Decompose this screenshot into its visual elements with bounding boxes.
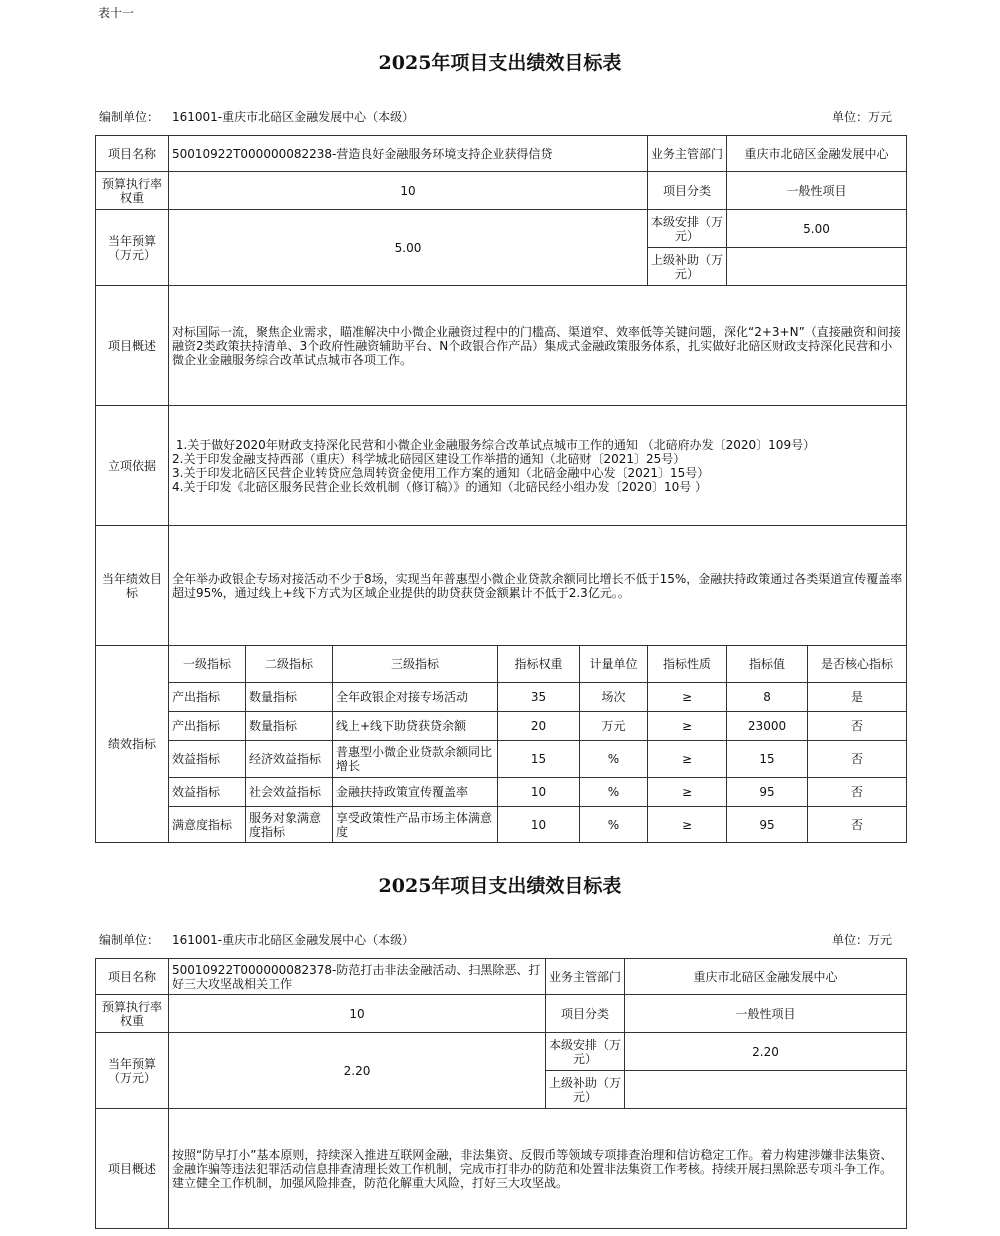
row-l2: 数量指标 bbox=[246, 683, 333, 712]
row-l1: 满意度指标 bbox=[169, 807, 246, 843]
row-l3: 线上+线下助贷获贷余额 bbox=[333, 712, 498, 741]
category-value: 一般性项目 bbox=[625, 995, 907, 1033]
dept-label: 业务主管部门 bbox=[546, 959, 625, 995]
budget-value: 5.00 bbox=[169, 210, 648, 286]
row-value: 95 bbox=[727, 778, 808, 807]
category-label: 项目分类 bbox=[648, 172, 727, 210]
header-l3: 三级指标 bbox=[333, 646, 498, 683]
upper-value bbox=[727, 248, 907, 286]
row-value: 95 bbox=[727, 807, 808, 843]
row-l1: 效益指标 bbox=[169, 778, 246, 807]
basis-list bbox=[169, 406, 907, 526]
basis-item: 3.关于印发北碚区民营企业转贷应急周转资金使用工作方案的通知（北碚金融中心发〔2021〕15号） bbox=[172, 465, 710, 480]
row-l3: 享受政策性产品市场主体满意度 bbox=[333, 807, 498, 843]
budget-label: 当年预算（万元） bbox=[96, 1033, 169, 1109]
row-unit: % bbox=[580, 741, 648, 778]
row-nature: ≥ bbox=[648, 712, 727, 741]
header-value: 指标值 bbox=[727, 646, 808, 683]
header-core: 是否核心指标 bbox=[808, 646, 907, 683]
goal-label: 当年绩效目标 bbox=[96, 526, 169, 646]
basis-item: 4.关于印发《北碚区服务民营企业长效机制（修订稿）》的通知（北碚民经小组办发〔2020〕10号 ） bbox=[172, 479, 708, 494]
upper-value bbox=[625, 1071, 907, 1109]
row-weight: 35 bbox=[498, 683, 580, 712]
overview-label: 项目概述 bbox=[96, 286, 169, 406]
budget-label: 当年预算（万元） bbox=[96, 210, 169, 286]
table1-money-unit: 单位：万元 bbox=[832, 110, 893, 124]
row-l3: 普惠型小微企业贷款余额同比增长 bbox=[333, 741, 498, 778]
weight-value: 10 bbox=[169, 995, 546, 1033]
overview-text: 对标国际一流，聚焦企业需求，瞄准解决中小微企业融资过程中的门槛高、渠道窄、效率低等关键问题，深化“2+3+N”（直接融资和间接融资2类政策扶持清单、3个政府性融资辅助平台、N个政银合作产品）集成式金融政策服务体系，扎实做好北碚区财政支持深化民营和小微企业金融服务综合改革试点城市各项工作。 bbox=[169, 286, 907, 406]
header-weight: 指标权重 bbox=[498, 646, 580, 683]
row-l1: 产出指标 bbox=[169, 683, 246, 712]
table1-unit-label: 编制单位： bbox=[99, 110, 160, 124]
row-nature: ≥ bbox=[648, 683, 727, 712]
upper-label: 上级补助（万元） bbox=[546, 1071, 625, 1109]
row-l3: 金融扶持政策宣传覆盖率 bbox=[333, 778, 498, 807]
row-unit: 场次 bbox=[580, 683, 648, 712]
row-weight: 15 bbox=[498, 741, 580, 778]
row-unit: 万元 bbox=[580, 712, 648, 741]
row-core: 否 bbox=[808, 712, 907, 741]
row-l2: 数量指标 bbox=[246, 712, 333, 741]
weight-label: 预算执行率权重 bbox=[96, 172, 169, 210]
project-name-value: 50010922T000000082378-防范打击非法金融活动、扫黑除恶、打好三大攻坚战相关工作 bbox=[169, 959, 546, 995]
overview-text: 按照“防早打小”基本原则，持续深入推进互联网金融，非法集资、反假币等领域专项排查治理和信访稳定工作。着力构建涉嫌非法集资、金融诈骗等违法犯罪活动信息排查清理长效工作机制，完成市打非办的防范和处置非法集资工作考核。持续开展扫黑除恶专项斗争工作。建立健全工作机制，加强风险排查，防范化解重大风险，打好三大攻坚战。 bbox=[169, 1109, 907, 1229]
row-l1: 产出指标 bbox=[169, 712, 246, 741]
row-value: 8 bbox=[727, 683, 808, 712]
goal-text: 全年举办政银企专场对接活动不少于8场，实现当年普惠型小微企业贷款余额同比增长不低于15%，金融扶持政策通过各类渠道宣传覆盖率超过95%，通过线上+线下方式为区域企业提供的助贷获贷金额累计不低于2.3亿元。。 bbox=[169, 526, 907, 646]
table-row bbox=[96, 807, 907, 843]
table1 bbox=[95, 135, 907, 843]
header-nature: 指标性质 bbox=[648, 646, 727, 683]
row-l2: 服务对象满意度指标 bbox=[246, 807, 333, 843]
table-row bbox=[96, 712, 907, 741]
table-tag: 表十一 bbox=[98, 6, 135, 20]
table-row bbox=[96, 778, 907, 807]
row-l2: 社会效益指标 bbox=[246, 778, 333, 807]
row-weight: 10 bbox=[498, 778, 580, 807]
basis-label: 立项依据 bbox=[96, 406, 169, 526]
indicator-label: 绩效指标 bbox=[96, 646, 169, 843]
project-name-label: 项目名称 bbox=[96, 136, 169, 172]
local-value: 2.20 bbox=[625, 1033, 907, 1071]
upper-label: 上级补助（万元） bbox=[648, 248, 727, 286]
dept-value: 重庆市北碚区金融发展中心 bbox=[625, 959, 907, 995]
row-l1: 效益指标 bbox=[169, 741, 246, 778]
project-name-value: 50010922T000000082238-营造良好金融服务环境支持企业获得信贷 bbox=[169, 136, 648, 172]
category-value: 一般性项目 bbox=[727, 172, 907, 210]
row-l3: 全年政银企对接专场活动 bbox=[333, 683, 498, 712]
row-nature: ≥ bbox=[648, 778, 727, 807]
row-nature: ≥ bbox=[648, 807, 727, 843]
dept-value: 重庆市北碚区金融发展中心 bbox=[727, 136, 907, 172]
table1-unit-value: 161001-重庆市北碚区金融发展中心（本级） bbox=[172, 110, 415, 124]
row-core: 否 bbox=[808, 778, 907, 807]
header-unit: 计量单位 bbox=[580, 646, 648, 683]
table2-money-unit: 单位：万元 bbox=[832, 933, 893, 947]
table-row bbox=[96, 741, 907, 778]
local-label: 本级安排（万元） bbox=[546, 1033, 625, 1071]
row-weight: 10 bbox=[498, 807, 580, 843]
table2-unit-value: 161001-重庆市北碚区金融发展中心（本级） bbox=[172, 933, 415, 947]
category-label: 项目分类 bbox=[546, 995, 625, 1033]
row-core: 否 bbox=[808, 741, 907, 778]
table2-title: 2025年项目支出绩效目标表 bbox=[378, 875, 622, 897]
row-l2: 经济效益指标 bbox=[246, 741, 333, 778]
basis-item: 1.关于做好2020年财政支持深化民营和小微企业金融服务综合改革试点城市工作的通知 （北碚府办发〔2020〕109号） bbox=[172, 437, 816, 452]
budget-value: 2.20 bbox=[169, 1033, 546, 1109]
table-row bbox=[96, 683, 907, 712]
overview-label: 项目概述 bbox=[96, 1109, 169, 1229]
table2-unit-label: 编制单位： bbox=[99, 933, 160, 947]
local-value: 5.00 bbox=[727, 210, 907, 248]
row-value: 23000 bbox=[727, 712, 808, 741]
header-l1: 一级指标 bbox=[169, 646, 246, 683]
weight-label: 预算执行率权重 bbox=[96, 995, 169, 1033]
weight-value: 10 bbox=[169, 172, 648, 210]
row-unit: % bbox=[580, 778, 648, 807]
row-core: 否 bbox=[808, 807, 907, 843]
header-l2: 二级指标 bbox=[246, 646, 333, 683]
row-unit: % bbox=[580, 807, 648, 843]
basis-item: 2.关于印发金融支持西部（重庆）科学城北碚园区建设工作举措的通知（北碚财〔2021〕25号） bbox=[172, 451, 686, 466]
project-name-label: 项目名称 bbox=[96, 959, 169, 995]
table2 bbox=[95, 958, 907, 1229]
dept-label: 业务主管部门 bbox=[648, 136, 727, 172]
row-value: 15 bbox=[727, 741, 808, 778]
table1-title: 2025年项目支出绩效目标表 bbox=[378, 52, 622, 74]
row-core: 是 bbox=[808, 683, 907, 712]
row-weight: 20 bbox=[498, 712, 580, 741]
row-nature: ≥ bbox=[648, 741, 727, 778]
local-label: 本级安排（万元） bbox=[648, 210, 727, 248]
